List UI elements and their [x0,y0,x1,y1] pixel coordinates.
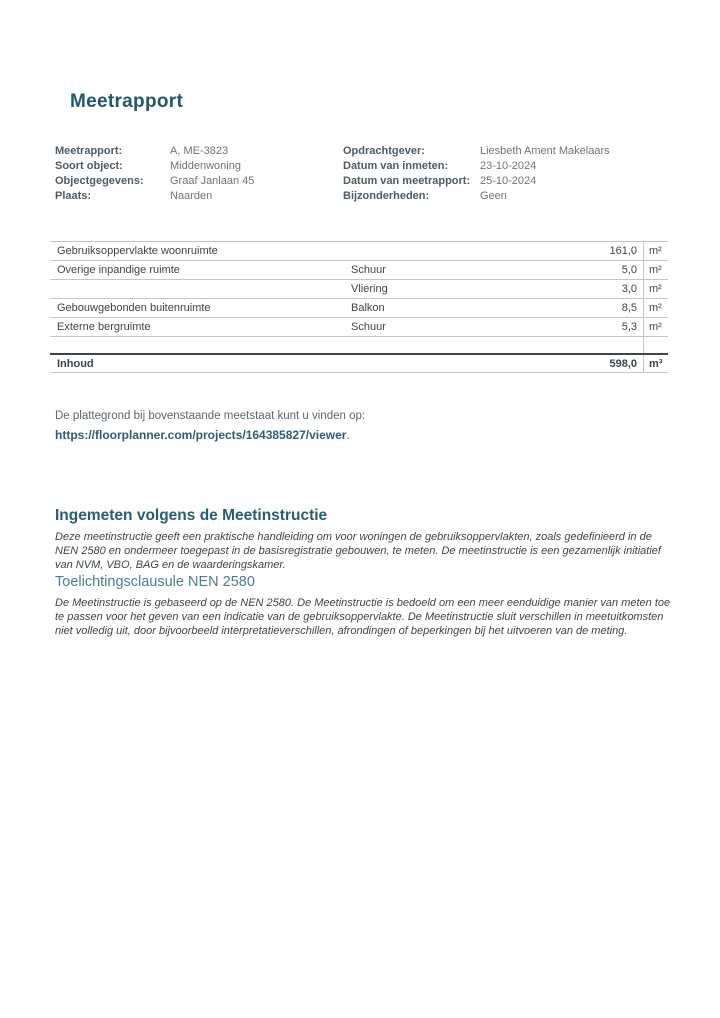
page-title: Meetrapport [70,91,184,112]
meta-label: Opdrachtgever: [343,144,425,157]
meta-row [343,173,670,188]
section-body-meetinstructie: Deze meetinstructie geeft een praktische handleiding om voor woningen de gebruiksoppervlakten, zoals gedefinieerd in de NEN 2580 en ondermeer toegepast in de basisregistratie gebouwen, te meten. De meetinstructie is een gezamenlijk initiatief van NVM, VBO, BAG en de waarderingskamer. [55,531,661,571]
meta-label: Objectgegevens: [55,174,144,187]
meta-row [55,158,343,173]
section-heading-meetinstructie: Ingemeten volgens de Meetinstructie [55,507,328,524]
meta-value: Geen [480,189,507,202]
meta-value: 25-10-2024 [480,174,537,187]
meta-label: Plaats: [55,189,92,202]
meta-value: Middenwoning [170,159,241,172]
meta-row [55,173,343,188]
meta-row [343,158,670,173]
row-subcategory: Schuur [351,264,386,276]
floorplan-link-line [55,428,350,442]
table-total-row [50,353,668,373]
meta-row [55,143,343,158]
table-row [50,298,668,317]
row-unit: m² [643,261,668,279]
row-value: 5,3 [621,321,637,333]
total-label: Inhoud [57,357,94,370]
meta-row [343,143,670,158]
meta-value: Liesbeth Ament Makelaars [480,144,610,157]
meta-label: Bijzonderheden: [343,189,430,202]
table-spacer-row [50,336,668,353]
row-subcategory: Balkon [351,302,385,314]
row-unit: m² [643,242,668,260]
meta-row [55,188,343,203]
floorplan-intro-text: De plattegrond bij bovenstaande meetstaat kunt u vinden op: [55,410,366,422]
row-category: Externe bergruimte [57,321,151,333]
row-value: 8,5 [621,302,637,314]
row-subcategory: Schuur [351,321,386,333]
table-row [50,279,668,298]
row-subcategory: Vliering [351,283,388,295]
table-row [50,260,668,279]
meta-value: 23-10-2024 [480,159,537,172]
meta-value: Graaf Janlaan 45 [170,174,255,187]
floorplan-link[interactable]: https://floorplanner.com/projects/164385827/viewer [55,428,347,442]
meta-value: Naarden [170,189,213,202]
total-value: 598,0 [609,357,637,370]
meta-row [343,188,670,203]
meta-label: Datum van inmeten: [343,159,449,172]
floorplan-link-suffix: . [346,428,350,442]
row-value: 161,0 [609,245,637,257]
table-row [50,241,668,260]
meta-label: Meetrapport: [55,144,123,157]
meta-block [55,143,670,203]
section-heading-toelichtingsclausule: Toelichtingsclausule NEN 2580 [55,574,255,590]
table-row [50,317,668,336]
total-unit: m³ [643,355,668,372]
row-unit: m² [643,299,668,317]
meta-value: A, ME-3823 [170,144,229,157]
row-category: Overige inpandige ruimte [57,264,180,276]
row-unit: m² [643,318,668,336]
meta-label: Soort object: [55,159,123,172]
section-body-toelichtingsclausule: De Meetinstructie is gebaseerd op de NEN 2580. De Meetinstructie is bedoeld om een meer eenduidige manier van meten toe te passen voor het geven van een indicatie van de gebruiksoppervlakte. De Meetinstructie sluit verschillen in meetuitkomsten niet volledig uit, door bijvoorbeeld interpretatieverschillen, afrondingen of beperkingen bij het uitvoeren van de meting. [55,597,671,637]
row-value: 3,0 [621,283,637,295]
row-value: 5,0 [621,264,637,276]
row-category: Gebruiksoppervlakte woonruimte [57,245,218,257]
measurements-table [50,241,668,373]
row-category: Gebouwgebonden buitenruimte [57,302,211,314]
meta-label: Datum van meetrapport: [343,174,471,187]
meta-column-right [343,143,670,203]
row-unit: m² [643,280,668,298]
meta-column-left [55,143,343,203]
